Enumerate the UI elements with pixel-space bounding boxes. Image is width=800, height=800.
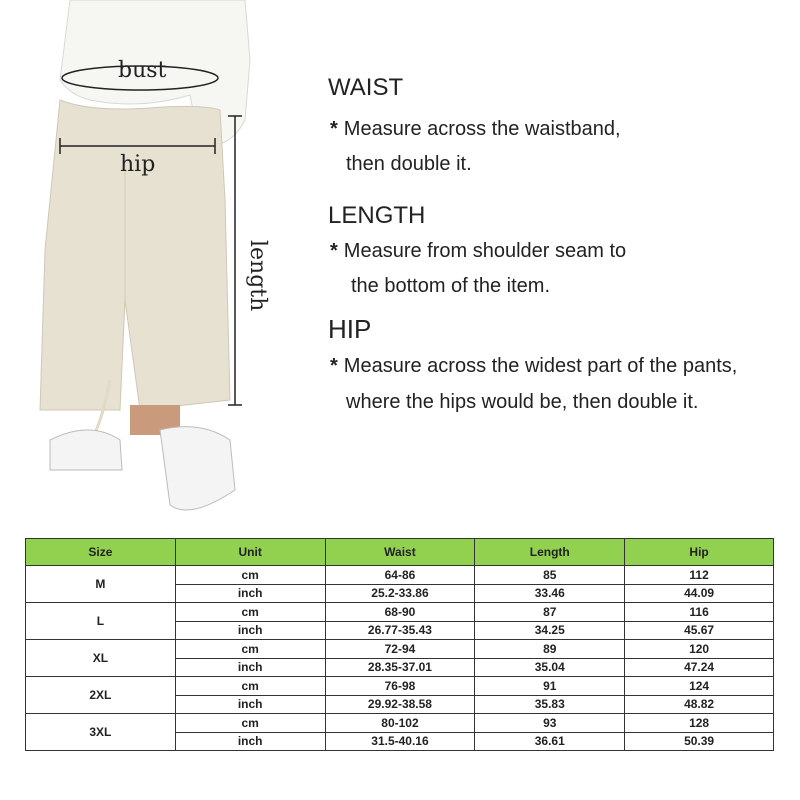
header-waist: Waist <box>325 539 475 566</box>
waist-instruction-line-1 <box>330 118 621 141</box>
header-unit: Unit <box>175 539 325 566</box>
header-hip: Hip <box>625 539 774 566</box>
length-heading: LENGTH <box>328 202 426 229</box>
bullet-star: * <box>330 355 338 377</box>
waist-cell: 31.5-40.16 <box>325 732 475 751</box>
hip-cell: 50.39 <box>625 732 774 751</box>
length-cell: 93 <box>475 714 625 733</box>
hip-cell: 48.82 <box>625 695 774 714</box>
waist-instruction-line-2: then double it. <box>346 153 472 175</box>
table-row <box>26 603 774 622</box>
size-cell: 3XL <box>26 714 176 751</box>
length-cell: 35.04 <box>475 658 625 677</box>
waist-cell: 29.92-38.58 <box>325 695 475 714</box>
length-label: length <box>245 240 270 312</box>
waist-cell: 28.35-37.01 <box>325 658 475 677</box>
hip-instruction-line-1 <box>330 355 737 378</box>
table-row <box>26 566 774 585</box>
length-cell: 85 <box>475 566 625 585</box>
length-cell: 87 <box>475 603 625 622</box>
hip-cell: 45.67 <box>625 621 774 640</box>
right-shoe-illustration <box>160 427 235 510</box>
hip-cell: 124 <box>625 677 774 696</box>
header-length: Length <box>475 539 625 566</box>
waist-cell: 72-94 <box>325 640 475 659</box>
table-header-row <box>26 539 774 566</box>
length-measure-line <box>228 116 242 405</box>
hip-cell: 128 <box>625 714 774 733</box>
hip-instruction-text-1: Measure across the widest part of the pants, <box>343 355 738 377</box>
unit-cell: inch <box>175 584 325 603</box>
hip-heading: HIP <box>328 314 372 344</box>
unit-cell: cm <box>175 677 325 696</box>
waist-cell: 80-102 <box>325 714 475 733</box>
left-shoe-illustration <box>50 430 122 470</box>
size-cell: M <box>26 566 176 603</box>
table-row <box>26 714 774 733</box>
waist-cell: 64-86 <box>325 566 475 585</box>
length-instruction-line-2: the bottom of the item. <box>351 275 550 297</box>
table-row <box>26 640 774 659</box>
unit-cell: cm <box>175 603 325 622</box>
waist-heading: WAIST <box>328 74 404 101</box>
hip-cell: 116 <box>625 603 774 622</box>
length-cell: 34.25 <box>475 621 625 640</box>
unit-cell: cm <box>175 640 325 659</box>
unit-cell: cm <box>175 714 325 733</box>
size-cell: 2XL <box>26 677 176 714</box>
length-instruction-text-1: Measure from shoulder seam to <box>343 240 627 262</box>
unit-cell: inch <box>175 621 325 640</box>
hip-label: hip <box>120 152 156 177</box>
waist-cell: 26.77-35.43 <box>325 621 475 640</box>
bust-label: bust <box>118 58 167 83</box>
waist-cell: 68-90 <box>325 603 475 622</box>
bullet-star: * <box>330 240 338 262</box>
hip-instruction-line-2: where the hips would be, then double it. <box>346 391 699 413</box>
header-size: Size <box>26 539 176 566</box>
length-cell: 35.83 <box>475 695 625 714</box>
size-chart-table <box>25 538 774 751</box>
unit-cell: cm <box>175 566 325 585</box>
hip-cell: 44.09 <box>625 584 774 603</box>
length-cell: 89 <box>475 640 625 659</box>
hip-cell: 120 <box>625 640 774 659</box>
hip-cell: 112 <box>625 566 774 585</box>
hip-cell: 47.24 <box>625 658 774 677</box>
unit-cell: inch <box>175 658 325 677</box>
length-cell: 36.61 <box>475 732 625 751</box>
size-cell: XL <box>26 640 176 677</box>
length-cell: 91 <box>475 677 625 696</box>
bullet-star: * <box>330 118 338 140</box>
table-row <box>26 677 774 696</box>
unit-cell: inch <box>175 695 325 714</box>
waist-cell: 76-98 <box>325 677 475 696</box>
waist-instruction-text-1: Measure across the waistband, <box>343 118 621 140</box>
unit-cell: inch <box>175 732 325 751</box>
size-cell: L <box>26 603 176 640</box>
length-instruction-line-1 <box>330 240 626 263</box>
waist-cell: 25.2-33.86 <box>325 584 475 603</box>
length-cell: 33.46 <box>475 584 625 603</box>
